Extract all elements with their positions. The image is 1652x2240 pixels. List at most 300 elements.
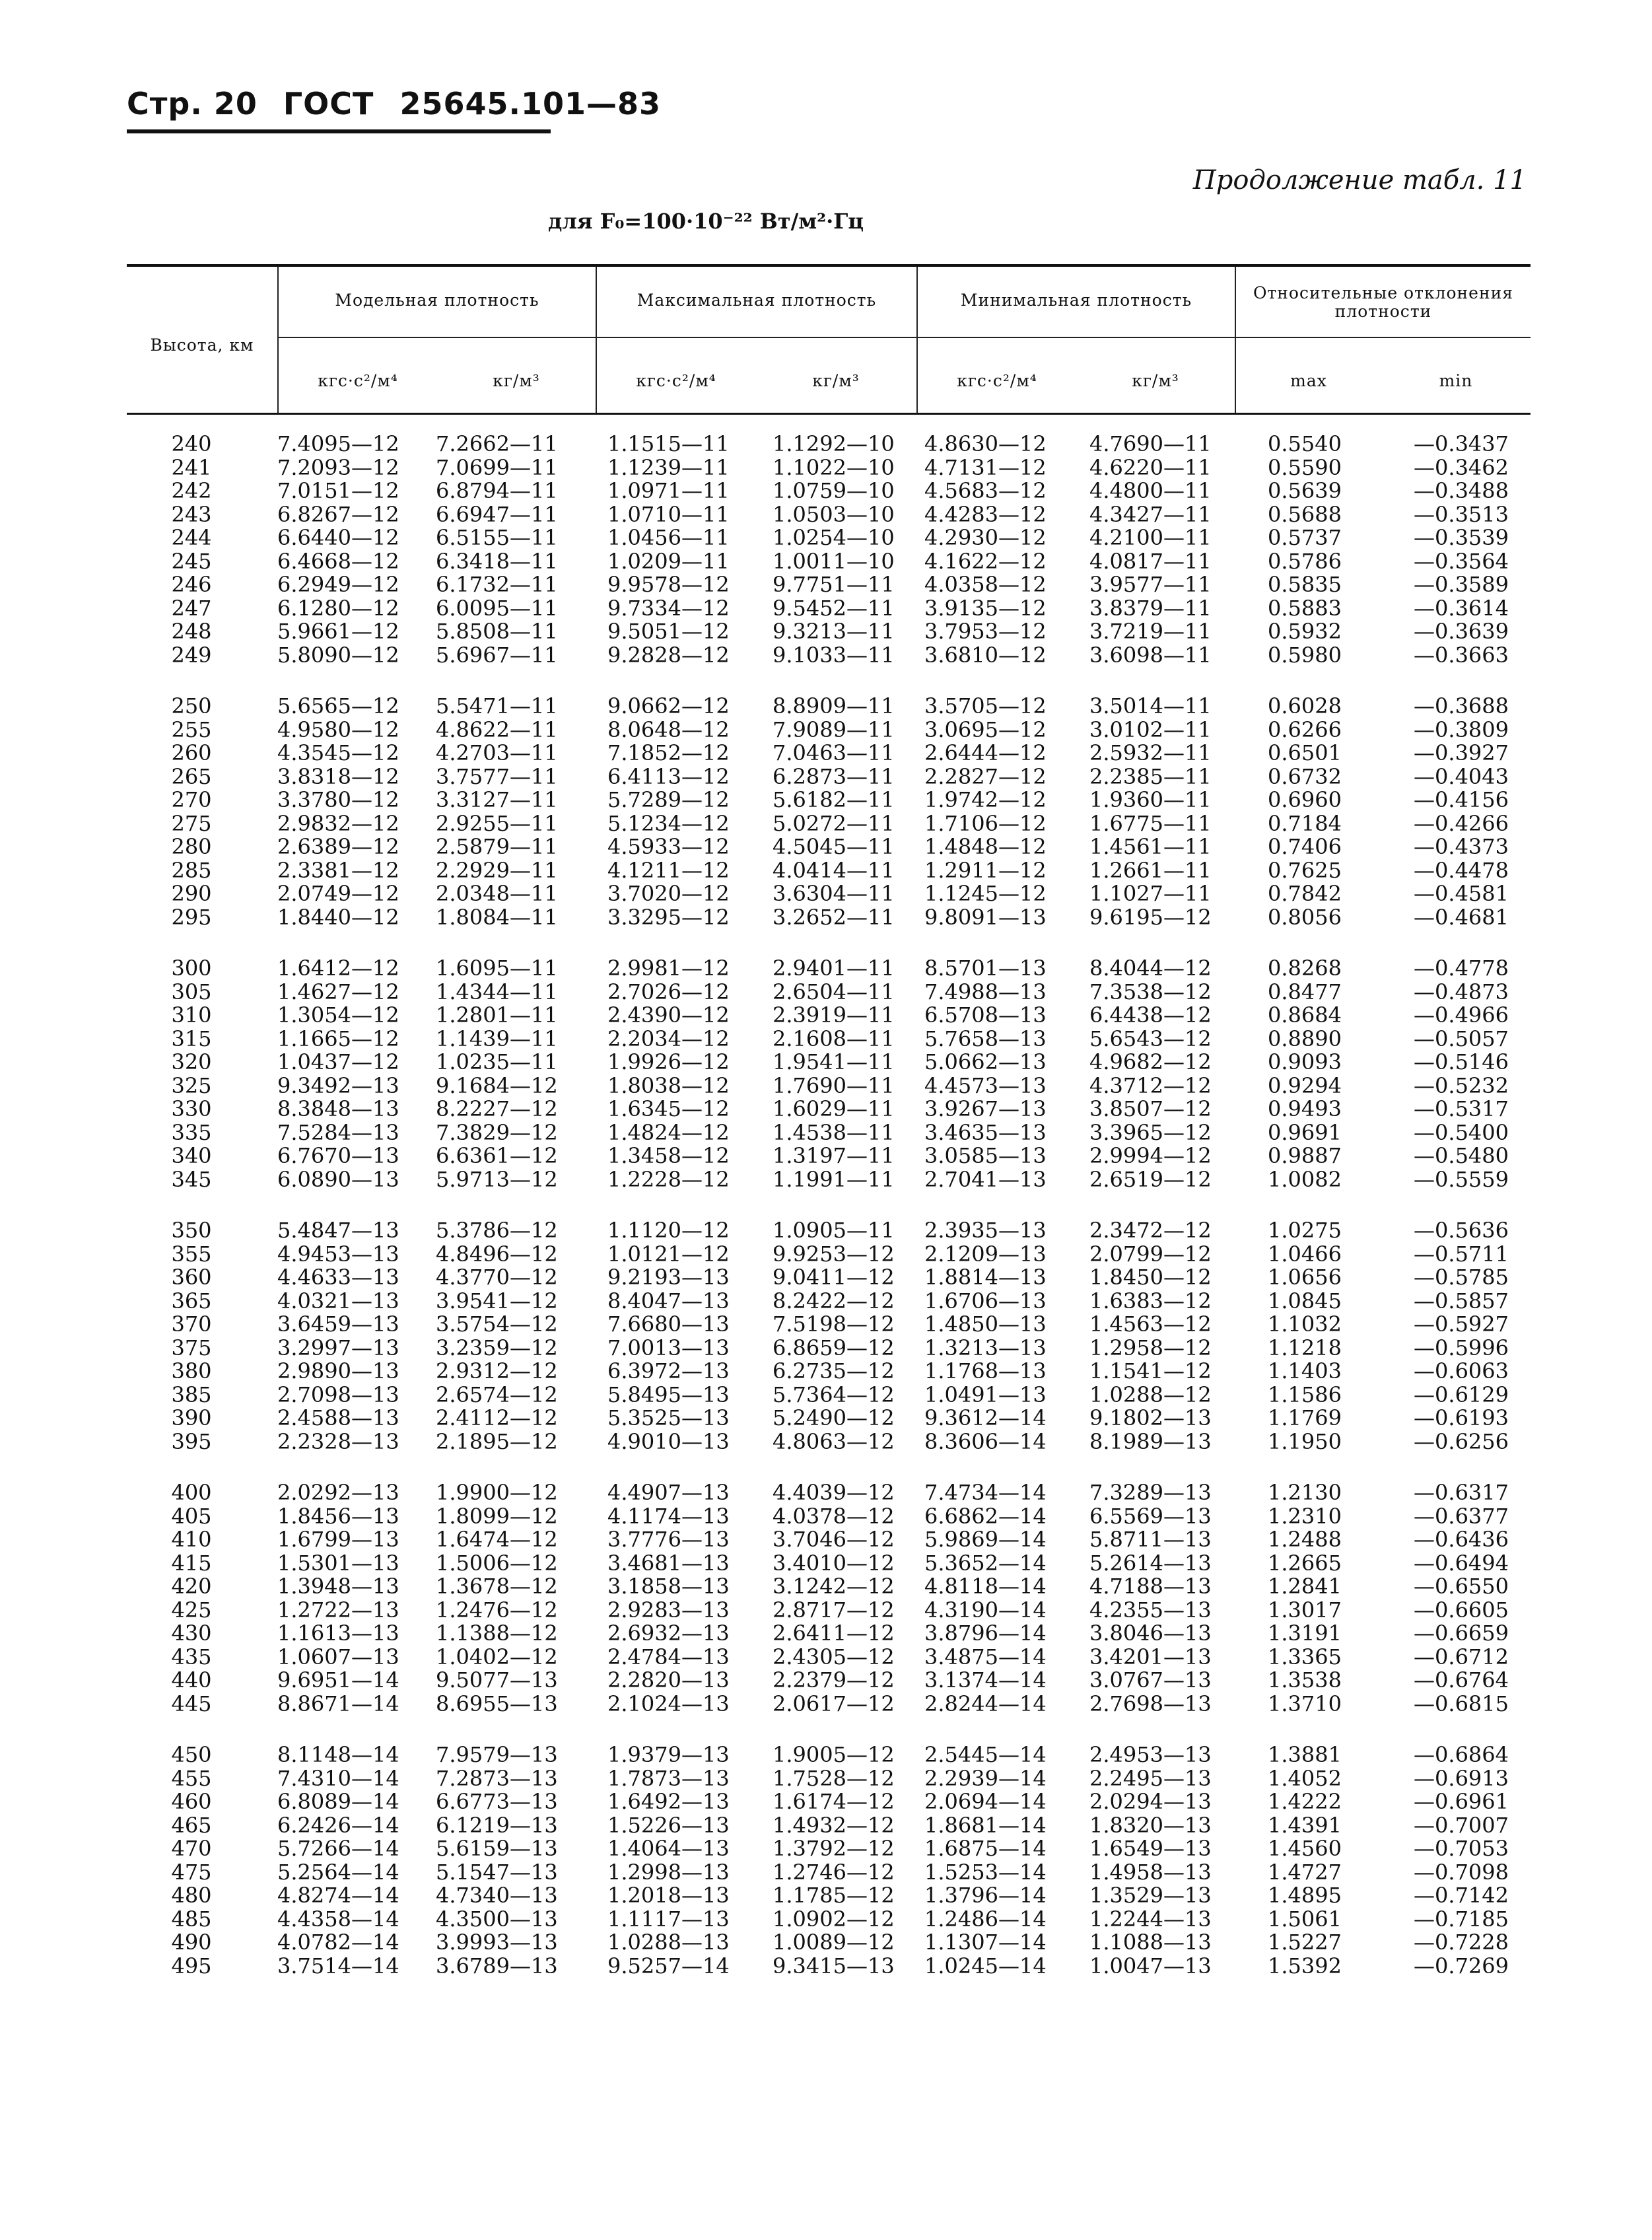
table-cell: —0.7185 <box>1414 1906 1509 1932</box>
table-cell: 1.5006—12 <box>436 1550 558 1576</box>
table-cell: 0.8477 <box>1268 979 1342 1004</box>
table-cell: —0.6436 <box>1414 1527 1509 1552</box>
table-cell: 7.0463—11 <box>773 740 895 765</box>
table-cell: 5.7658—13 <box>924 1026 1047 1051</box>
table-cell: 2.2328—13 <box>277 1428 399 1454</box>
table-cell: 1.7690—11 <box>773 1072 895 1098</box>
table-cell: 3.2997—13 <box>277 1335 399 1360</box>
table-cell: 1.1022—10 <box>773 454 895 480</box>
table-cell: 7.1852—12 <box>607 740 730 765</box>
table-cell: 1.7106—12 <box>924 810 1047 836</box>
table-cell: 2.4305—12 <box>773 1644 895 1669</box>
table-row <box>0 1575 1652 1599</box>
table-cell: 9.3612—14 <box>924 1405 1047 1430</box>
table-cell: 9.0662—12 <box>607 693 730 718</box>
table-cell: —0.3614 <box>1414 595 1509 621</box>
table-cell: 1.2958—12 <box>1089 1335 1212 1360</box>
table-cell: 8.2422—12 <box>773 1288 895 1313</box>
table-cell: 8.5701—13 <box>924 956 1047 981</box>
table-cell: —0.6712 <box>1414 1644 1509 1669</box>
table-cell: 3.3780—12 <box>277 787 399 812</box>
table-cell: 9.2828—12 <box>607 642 730 668</box>
table-cell: 1.4563—12 <box>1089 1312 1212 1337</box>
table-cell: 5.3786—12 <box>436 1218 558 1243</box>
table-cell: 1.0121—12 <box>607 1241 730 1267</box>
table-cell: 335 <box>171 1119 212 1145</box>
table-cell: 320 <box>171 1049 212 1074</box>
table-cell: —0.4478 <box>1414 857 1509 883</box>
table-cell: 4.4800—11 <box>1089 478 1212 503</box>
table-cell: 1.0089—12 <box>773 1930 895 1955</box>
table-row <box>0 1931 1652 1955</box>
table-body <box>0 433 1652 2006</box>
table-cell: —0.5232 <box>1414 1072 1509 1098</box>
table-cell: 0.7184 <box>1268 810 1342 836</box>
table-cell: —0.6605 <box>1414 1597 1509 1623</box>
table-cell: 1.6345—12 <box>607 1096 730 1121</box>
table-cell: 1.3948—13 <box>277 1574 399 1599</box>
table-cell: 6.2735—12 <box>773 1358 895 1383</box>
table-cell: 7.6680—13 <box>607 1312 730 1337</box>
table-cell: 1.0082 <box>1268 1166 1342 1192</box>
table-cell: 6.6947—11 <box>436 501 558 527</box>
table-cell: 1.3191 <box>1268 1621 1342 1646</box>
table-cell: 2.9401—11 <box>773 956 895 981</box>
table-row <box>0 503 1652 527</box>
table-cell: 315 <box>171 1026 212 1051</box>
table-cell: 8.0648—12 <box>607 717 730 742</box>
table-row <box>0 1098 1652 1121</box>
table-cell: 430 <box>171 1621 212 1646</box>
table-row <box>0 1243 1652 1267</box>
table-cell: —0.4873 <box>1414 979 1509 1004</box>
table-cell: 460 <box>171 1789 212 1814</box>
table-cell: 1.1785—12 <box>773 1883 895 1908</box>
unit-max-kgs: кгс·с²/м⁴ <box>636 371 716 390</box>
table-row <box>0 695 1652 718</box>
table-cell: 1.6029—11 <box>773 1096 895 1121</box>
table-row <box>0 597 1652 621</box>
table-cell: —0.6961 <box>1414 1789 1509 1814</box>
table-cell: 280 <box>171 834 212 859</box>
table-cell: 425 <box>171 1597 212 1623</box>
table-cell: 2.2379—12 <box>773 1667 895 1693</box>
table-row <box>0 550 1652 574</box>
table-cell: 0.5786 <box>1268 548 1342 574</box>
table-cell: 0.5639 <box>1268 478 1342 503</box>
table-cell: 2.5932—11 <box>1089 740 1212 765</box>
table-cell: —0.6913 <box>1414 1765 1509 1791</box>
table-row <box>0 1528 1652 1552</box>
table-cell: 9.0411—12 <box>773 1265 895 1290</box>
table-cell: 4.5683—12 <box>924 478 1047 503</box>
table-cell: 3.9993—13 <box>436 1930 558 1955</box>
table-cell: 1.0235—11 <box>436 1049 558 1074</box>
table-cell: 7.9089—11 <box>773 717 895 742</box>
table-cell: 1.4958—13 <box>1089 1859 1212 1885</box>
table-row <box>0 479 1652 503</box>
table-cell: 2.1024—13 <box>607 1691 730 1716</box>
table-cell: —0.6063 <box>1414 1358 1509 1383</box>
table-row <box>0 742 1652 765</box>
table-cell: 260 <box>171 740 212 765</box>
table-row <box>0 1266 1652 1290</box>
table-cell: —0.6129 <box>1414 1382 1509 1407</box>
table-cell: 2.9255—11 <box>436 810 558 836</box>
table-cell: 8.3606—14 <box>924 1428 1047 1454</box>
table-cell: 1.8084—11 <box>436 904 558 930</box>
table-cell: 1.2244—13 <box>1089 1906 1212 1932</box>
table-cell: 1.2665 <box>1268 1550 1342 1576</box>
table-cell: 4.2100—11 <box>1089 525 1212 550</box>
table-cell: 2.0292—13 <box>277 1480 399 1505</box>
table-cell: 0.5688 <box>1268 501 1342 527</box>
table-cell: 1.8681—14 <box>924 1812 1047 1838</box>
table-cell: 240 <box>171 431 212 456</box>
table-cell: 9.1802—13 <box>1089 1405 1212 1430</box>
table-cell: 1.6383—12 <box>1089 1288 1212 1313</box>
table-cell: 1.3792—12 <box>773 1836 895 1861</box>
table-cell: 4.8274—14 <box>277 1883 399 1908</box>
table-cell: 1.0491—13 <box>924 1382 1047 1407</box>
table-row <box>0 1646 1652 1669</box>
table-cell: 380 <box>171 1358 212 1383</box>
table-cell: 1.8038—12 <box>607 1072 730 1098</box>
table-row <box>0 1955 1652 1978</box>
standard-label: ГОСТ <box>283 86 374 122</box>
table-cell: 2.2820—13 <box>607 1667 730 1693</box>
table-row <box>0 1908 1652 1932</box>
table-cell: 2.6932—13 <box>607 1621 730 1646</box>
table-cell: 3.8796—14 <box>924 1621 1047 1646</box>
table-cell: 1.4560 <box>1268 1836 1342 1861</box>
table-cell: —0.4373 <box>1414 834 1509 859</box>
table-cell: 4.4907—13 <box>607 1480 730 1505</box>
table-cell: 6.6773—13 <box>436 1789 558 1814</box>
table-cell: 2.4390—12 <box>607 1002 730 1028</box>
table-cell: —0.7269 <box>1414 1953 1509 1978</box>
unit-model-kg: кг/м³ <box>493 371 540 390</box>
table-cell: 5.6543—12 <box>1089 1026 1212 1051</box>
table-cell: 1.8099—12 <box>436 1503 558 1529</box>
table-cell: 9.3415—13 <box>773 1953 895 1978</box>
table-cell: 5.8508—11 <box>436 619 558 644</box>
table-cell: 5.6967—11 <box>436 642 558 668</box>
table-cell: 0.5980 <box>1268 642 1342 668</box>
table-cell: 7.0013—13 <box>607 1335 730 1360</box>
table-cell: 5.6182—11 <box>773 787 895 812</box>
table-cell: 3.9267—13 <box>924 1096 1047 1121</box>
table-cell: 3.4875—14 <box>924 1644 1047 1669</box>
table-cell: 1.2130 <box>1268 1480 1342 1505</box>
table-row <box>0 1290 1652 1313</box>
table-cell: 0.5835 <box>1268 572 1342 597</box>
table-cell: 5.7266—14 <box>277 1836 399 1861</box>
table-cell: —0.6550 <box>1414 1574 1509 1599</box>
table-row <box>0 1028 1652 1051</box>
table-cell: 1.8814—13 <box>924 1265 1047 1290</box>
table-cell: 0.6266 <box>1268 717 1342 742</box>
table-cell: 2.2827—12 <box>924 763 1047 789</box>
table-cell: 7.4310—14 <box>277 1765 399 1791</box>
table-cell: 375 <box>171 1335 212 1360</box>
table-row <box>0 1622 1652 1646</box>
table-cell: 1.8440—12 <box>277 904 399 930</box>
table-cell: 0.8056 <box>1268 904 1342 930</box>
table-cell: 485 <box>171 1906 212 1932</box>
table-cell: 1.7528—12 <box>773 1765 895 1791</box>
table-continuation-label: Продолжение табл. 11 <box>1192 165 1527 195</box>
table-cell: 1.0275 <box>1268 1218 1342 1243</box>
table-cell: 0.6732 <box>1268 763 1342 789</box>
table-cell: 3.1858—13 <box>607 1574 730 1599</box>
table-cell: 2.6411—12 <box>773 1621 895 1646</box>
table-row <box>0 1790 1652 1814</box>
table-cell: 1.6095—11 <box>436 956 558 981</box>
table-cell: 1.4052 <box>1268 1765 1342 1791</box>
table-cell: 1.0971—11 <box>607 478 730 503</box>
table-cell: 7.9579—13 <box>436 1742 558 1767</box>
table-cell: —0.6815 <box>1414 1691 1509 1716</box>
table-cell: 4.9010—13 <box>607 1428 730 1454</box>
table-cell: 1.3796—14 <box>924 1883 1047 1908</box>
table-cell: 7.4095—12 <box>277 431 399 456</box>
table-cell: 4.1174—13 <box>607 1503 730 1529</box>
table-cell: 4.1211—12 <box>607 857 730 883</box>
table-cell: 5.9869—14 <box>924 1527 1047 1552</box>
table-cell: 3.0585—13 <box>924 1143 1047 1168</box>
table-cell: 275 <box>171 810 212 836</box>
table-cell: 365 <box>171 1288 212 1313</box>
table-cell: 1.1586 <box>1268 1382 1342 1407</box>
table-cell: 370 <box>171 1312 212 1337</box>
table-top-rule <box>127 264 1531 267</box>
table-cell: 0.7406 <box>1268 834 1342 859</box>
table-row <box>0 882 1652 906</box>
table-cell: —0.5317 <box>1414 1096 1509 1121</box>
table-cell: 250 <box>171 693 212 718</box>
table-cell: 248 <box>171 619 212 644</box>
table-cell: 395 <box>171 1428 212 1454</box>
table-cell: —0.7007 <box>1414 1812 1509 1838</box>
table-cell: 470 <box>171 1836 212 1861</box>
table-cell: —0.5480 <box>1414 1143 1509 1168</box>
table-cell: 4.3545—12 <box>277 740 399 765</box>
table-cell: 2.9312—12 <box>436 1358 558 1383</box>
table-cell: 4.7690—11 <box>1089 431 1212 456</box>
table-cell: 2.3935—13 <box>924 1218 1047 1243</box>
table-cell: 1.1541—12 <box>1089 1358 1212 1383</box>
table-cell: 7.4988—13 <box>924 979 1047 1004</box>
table-cell: 1.3678—12 <box>436 1574 558 1599</box>
table-cell: 6.6862—14 <box>924 1503 1047 1529</box>
table-cell: 435 <box>171 1644 212 1669</box>
table-cell: 4.2703—11 <box>436 740 558 765</box>
table-cell: 0.9691 <box>1268 1119 1342 1145</box>
table-cell: 1.5392 <box>1268 1953 1342 1978</box>
table-cell: 5.5471—11 <box>436 693 558 718</box>
table-row <box>0 957 1652 981</box>
table-cell: 4.1622—12 <box>924 548 1047 574</box>
table-cell: 6.8659—12 <box>773 1335 895 1360</box>
table-cell: 2.1608—11 <box>773 1026 895 1051</box>
table-cell: 2.9283—13 <box>607 1597 730 1623</box>
table-cell: 4.8622—11 <box>436 717 558 742</box>
table-cell: 1.8320—13 <box>1089 1812 1212 1838</box>
table-cell: 1.6775—11 <box>1089 810 1212 836</box>
table-cell: 0.5932 <box>1268 619 1342 644</box>
table-cell: 1.3017 <box>1268 1597 1342 1623</box>
table-row <box>0 835 1652 859</box>
table-cell: 3.2652—11 <box>773 904 895 930</box>
table-cell: 345 <box>171 1166 212 1192</box>
table-cell: 7.5198—12 <box>773 1312 895 1337</box>
table-cell: 1.1307—14 <box>924 1930 1047 1955</box>
table-cell: —0.5711 <box>1414 1241 1509 1267</box>
table-row <box>0 1505 1652 1529</box>
table-cell: —0.4966 <box>1414 1002 1509 1028</box>
header-model-density: Модельная плотность <box>335 291 539 310</box>
table-cell: 3.7776—13 <box>607 1527 730 1552</box>
page-number: Стр. 20 <box>127 86 258 122</box>
table-row <box>0 1168 1652 1192</box>
table-cell: 2.6444—12 <box>924 740 1047 765</box>
table-cell: 8.2227—12 <box>436 1096 558 1121</box>
table-cell: 2.6504—11 <box>773 979 895 1004</box>
table-cell: 4.8063—12 <box>773 1428 895 1454</box>
table-cell: 5.2490—12 <box>773 1405 895 1430</box>
table-cell: 9.5051—12 <box>607 619 730 644</box>
table-cell: 4.4039—12 <box>773 1480 895 1505</box>
table-cell: 2.2929—11 <box>436 857 558 883</box>
header-relative-deviation: Относительные отклонения плотности <box>1253 283 1514 321</box>
table-cell: 7.0699—11 <box>436 454 558 480</box>
table-cell: 7.2093—12 <box>277 454 399 480</box>
table-cell: —0.6764 <box>1414 1667 1509 1693</box>
table-cell: 9.6951—14 <box>277 1667 399 1693</box>
table-cell: 3.8046—13 <box>1089 1621 1212 1646</box>
table-cell: 6.8267—12 <box>277 501 399 527</box>
table-cell: 4.9580—12 <box>277 717 399 742</box>
table-cell: 3.4010—12 <box>773 1550 895 1576</box>
table-cell: 3.4681—13 <box>607 1550 730 1576</box>
table-cell: 6.8794—11 <box>436 478 558 503</box>
table-cell: 4.4283—12 <box>924 501 1047 527</box>
table-cell: 1.0402—12 <box>436 1644 558 1669</box>
table-cell: 8.8671—14 <box>277 1691 399 1716</box>
column-divider <box>277 267 279 413</box>
table-cell: —0.3688 <box>1414 693 1509 718</box>
table-cell: 8.4044—12 <box>1089 956 1212 981</box>
table-cell: 4.7131—12 <box>924 454 1047 480</box>
table-cell: 3.7577—11 <box>436 763 558 789</box>
table-cell: 5.1234—12 <box>607 810 730 836</box>
table-cell: 1.3213—13 <box>924 1335 1047 1360</box>
table-cell: 1.2661—11 <box>1089 857 1212 883</box>
table-cell: —0.5927 <box>1414 1312 1509 1337</box>
table-row <box>0 1599 1652 1623</box>
table-cell: —0.4156 <box>1414 787 1509 812</box>
table-cell: 7.3538—12 <box>1089 979 1212 1004</box>
table-row <box>0 1337 1652 1360</box>
table-cell: 1.6799—13 <box>277 1527 399 1552</box>
table-cell: 465 <box>171 1812 212 1838</box>
table-cell: 495 <box>171 1953 212 1978</box>
table-row <box>0 573 1652 597</box>
table-row <box>0 1814 1652 1838</box>
table-cell: —0.4266 <box>1414 810 1509 836</box>
table-cell: 3.3965—12 <box>1089 1119 1212 1145</box>
table-cell: 2.2034—12 <box>607 1026 730 1051</box>
row-group <box>0 1743 1652 1978</box>
table-cell: 1.2228—12 <box>607 1166 730 1192</box>
table-cell: —0.5996 <box>1414 1335 1509 1360</box>
table-cell: 1.6875—14 <box>924 1836 1047 1861</box>
header-rule <box>127 129 551 133</box>
table-cell: 1.4850—13 <box>924 1312 1047 1337</box>
table-cell: 4.8630—12 <box>924 431 1047 456</box>
table-cell: 285 <box>171 857 212 883</box>
table-cell: 1.2911—12 <box>924 857 1047 883</box>
table-cell: 1.3458—12 <box>607 1143 730 1168</box>
row-group <box>0 433 1652 667</box>
table-cell: 2.1895—12 <box>436 1428 558 1454</box>
table-cell: 1.9541—11 <box>773 1049 895 1074</box>
table-cell: 1.1950 <box>1268 1428 1342 1454</box>
table-cell: 1.6706—13 <box>924 1288 1047 1313</box>
table-cell: 2.4784—13 <box>607 1644 730 1669</box>
table-cell: 4.3427—11 <box>1089 501 1212 527</box>
table-cell: 9.6195—12 <box>1089 904 1212 930</box>
table-cell: 3.9135—12 <box>924 595 1047 621</box>
table-cell: 3.2359—12 <box>436 1335 558 1360</box>
table-cell: 3.0767—13 <box>1089 1667 1212 1693</box>
table-cell: 1.4848—12 <box>924 834 1047 859</box>
table-cell: 2.9832—12 <box>277 810 399 836</box>
table-cell: 5.2564—14 <box>277 1859 399 1885</box>
table-cell: 2.7041—13 <box>924 1166 1047 1192</box>
table-cell: 1.0456—11 <box>607 525 730 550</box>
table-cell: 6.1219—13 <box>436 1812 558 1838</box>
table-cell: 5.2614—13 <box>1089 1550 1212 1576</box>
table-cell: 1.2488 <box>1268 1527 1342 1552</box>
table-cell: 2.9981—12 <box>607 956 730 981</box>
table-cell: 1.6492—13 <box>607 1789 730 1814</box>
table-cell: 1.5061 <box>1268 1906 1342 1932</box>
table-cell: 1.1032 <box>1268 1312 1342 1337</box>
table-cell: 1.6549—13 <box>1089 1836 1212 1861</box>
table-cell: 3.7514—14 <box>277 1953 399 1978</box>
table-cell: 4.3770—12 <box>436 1265 558 1290</box>
table-cell: 1.4344—11 <box>436 979 558 1004</box>
table-cell: 3.8379—11 <box>1089 595 1212 621</box>
table-cell: 2.2495—13 <box>1089 1765 1212 1791</box>
table-cell: 3.1374—14 <box>924 1667 1047 1693</box>
table-cell: 6.4113—12 <box>607 763 730 789</box>
table-cell: 6.0095—11 <box>436 595 558 621</box>
table-cell: 1.1768—13 <box>924 1358 1047 1383</box>
table-cell: 4.6220—11 <box>1089 454 1212 480</box>
table-cell: 6.8089—14 <box>277 1789 399 1814</box>
table-cell: —0.3488 <box>1414 478 1509 503</box>
table-cell: 1.9005—12 <box>773 1742 895 1767</box>
table-cell: 390 <box>171 1405 212 1430</box>
table-cell: 3.6098—11 <box>1089 642 1212 668</box>
table-row <box>0 1313 1652 1337</box>
table-cell: 4.0321—13 <box>277 1288 399 1313</box>
table-cell: —0.6256 <box>1414 1428 1509 1454</box>
table-cell: 3.4201—13 <box>1089 1644 1212 1669</box>
